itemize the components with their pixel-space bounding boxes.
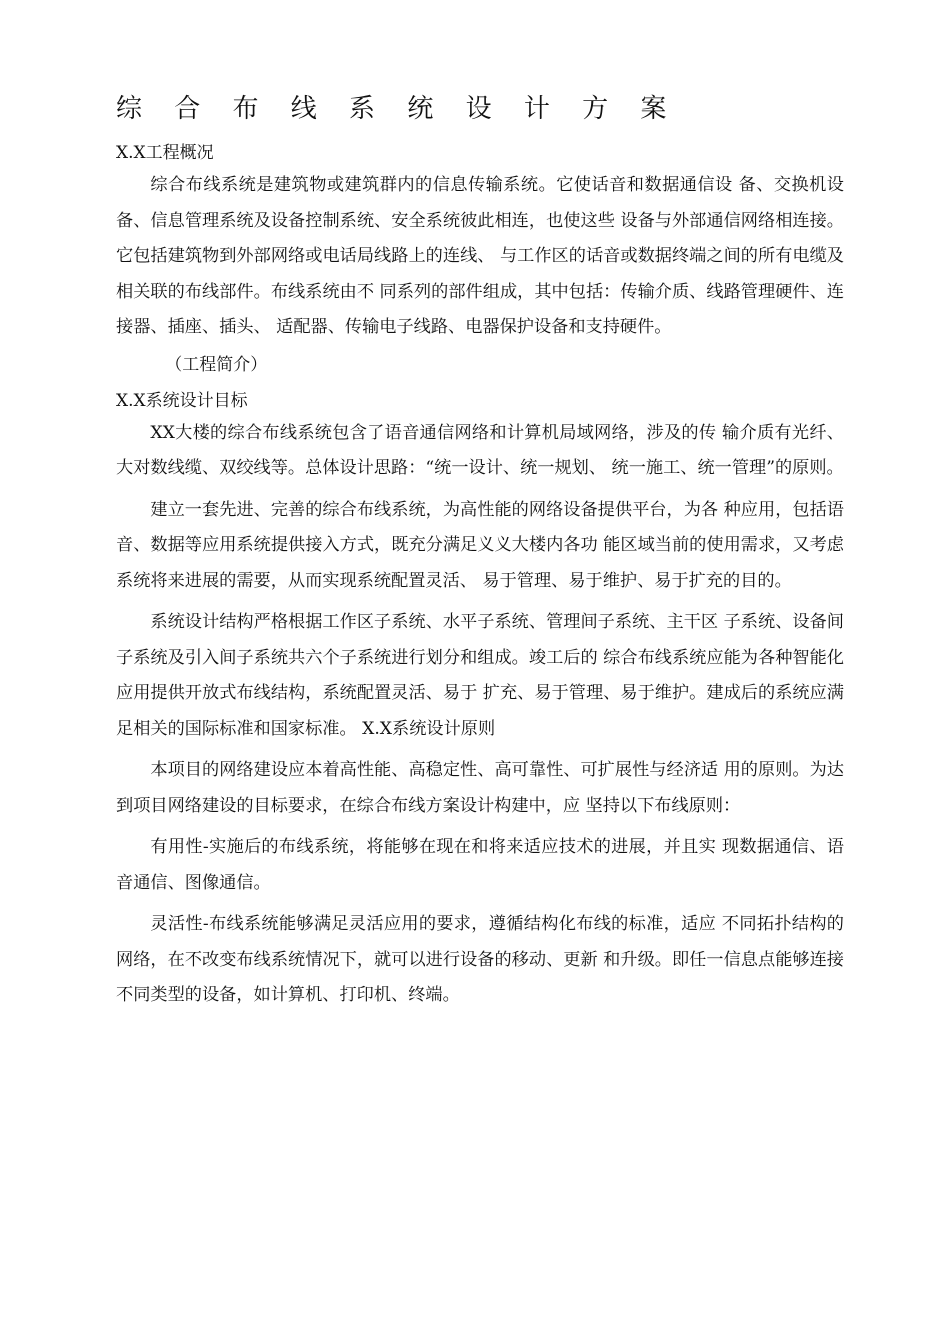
section-note: （工程简介）	[165, 354, 268, 375]
section-project-overview	[116, 138, 844, 382]
body-paragraph: 综合布线系统是建筑物或建筑群内的信息传输系统。它使话音和数据通信设 备、交换机设备、信息管理系统及设备控制系统、安全系统彼此相连，也使这些 设备与外部通信网络相连接。它包括建筑物到外部网络或电话局线路上的连线、 与工作区的话音或数据终端之间的所有电缆及相关联的布线部件。布线系统由不 同系列的部件组成，其中包括：传输介质、线路管理硬件、连接器、插座、插头、 适配器、传输电子线路、电器保护设备和支持硬件。	[116, 175, 844, 337]
section-heading: X.X系统设计目标	[116, 390, 248, 411]
body-paragraph: 建立一套先进、完善的综合布线系统，为高性能的网络设备提供平台，为各 种应用，包括语音、数据等应用系统提供接入方式，既充分满足义义大楼内各功 能区域当前的使用需求，又考虑系统将来进展的需要，从而实现系统配置灵活、 易于管理、易于维护、易于扩充的目的。	[116, 499, 844, 591]
document-title: 综 合 布 线 系 统 设 计 方 案	[116, 94, 679, 124]
body-paragraph: 本项目的网络建设应本着高性能、高稳定性、高可靠性、可扩展性与经济适 用的原则。为达到项目网络建设的目标要求，在综合布线方案设计构建中，应 坚持以下布线原则：	[116, 760, 844, 816]
section-design-goals	[116, 386, 844, 1014]
body-paragraph: XX大楼的综合布线系统包含了语音通信网络和计算机局域网络，涉及的传 输介质有光纤、大对数线缆、双绞线等。总体设计思路：“统一设计、统一规划、 统一施工、统一管理”的原则。	[116, 422, 844, 478]
document-body	[116, 92, 844, 1014]
body-paragraph: 灵活性-布线系统能够满足灵活应用的要求，遵循结构化布线的标准，适应 不同拓扑结构的网络，在不改变布线系统情况下，就可以进行设备的移动、更新 和升级。即任一信息点能够连接不同类型的设备，如计算机、打印机、终端。	[116, 914, 844, 1005]
section-heading: X.X工程概况	[116, 143, 214, 163]
body-paragraph: 有用性-实施后的布线系统，将能够在现在和将来适应技术的进展，并且实 现数据通信、语音通信、图像通信。	[116, 837, 844, 893]
body-paragraph: 系统设计结构严格根据工作区子系统、水平子系统、管理间子系统、主干区 子系统、设备间子系统及引入间子系统共六个子系统进行划分和组成。竣工后的 综合布线系统应能为各种智能化应用提供开放式布线结构，系统配置灵活、易于 扩充、易于管理、易于维护。建成后的系统应满足相关的国际标准和国家标准。 X.X系统设计原则	[116, 612, 844, 739]
